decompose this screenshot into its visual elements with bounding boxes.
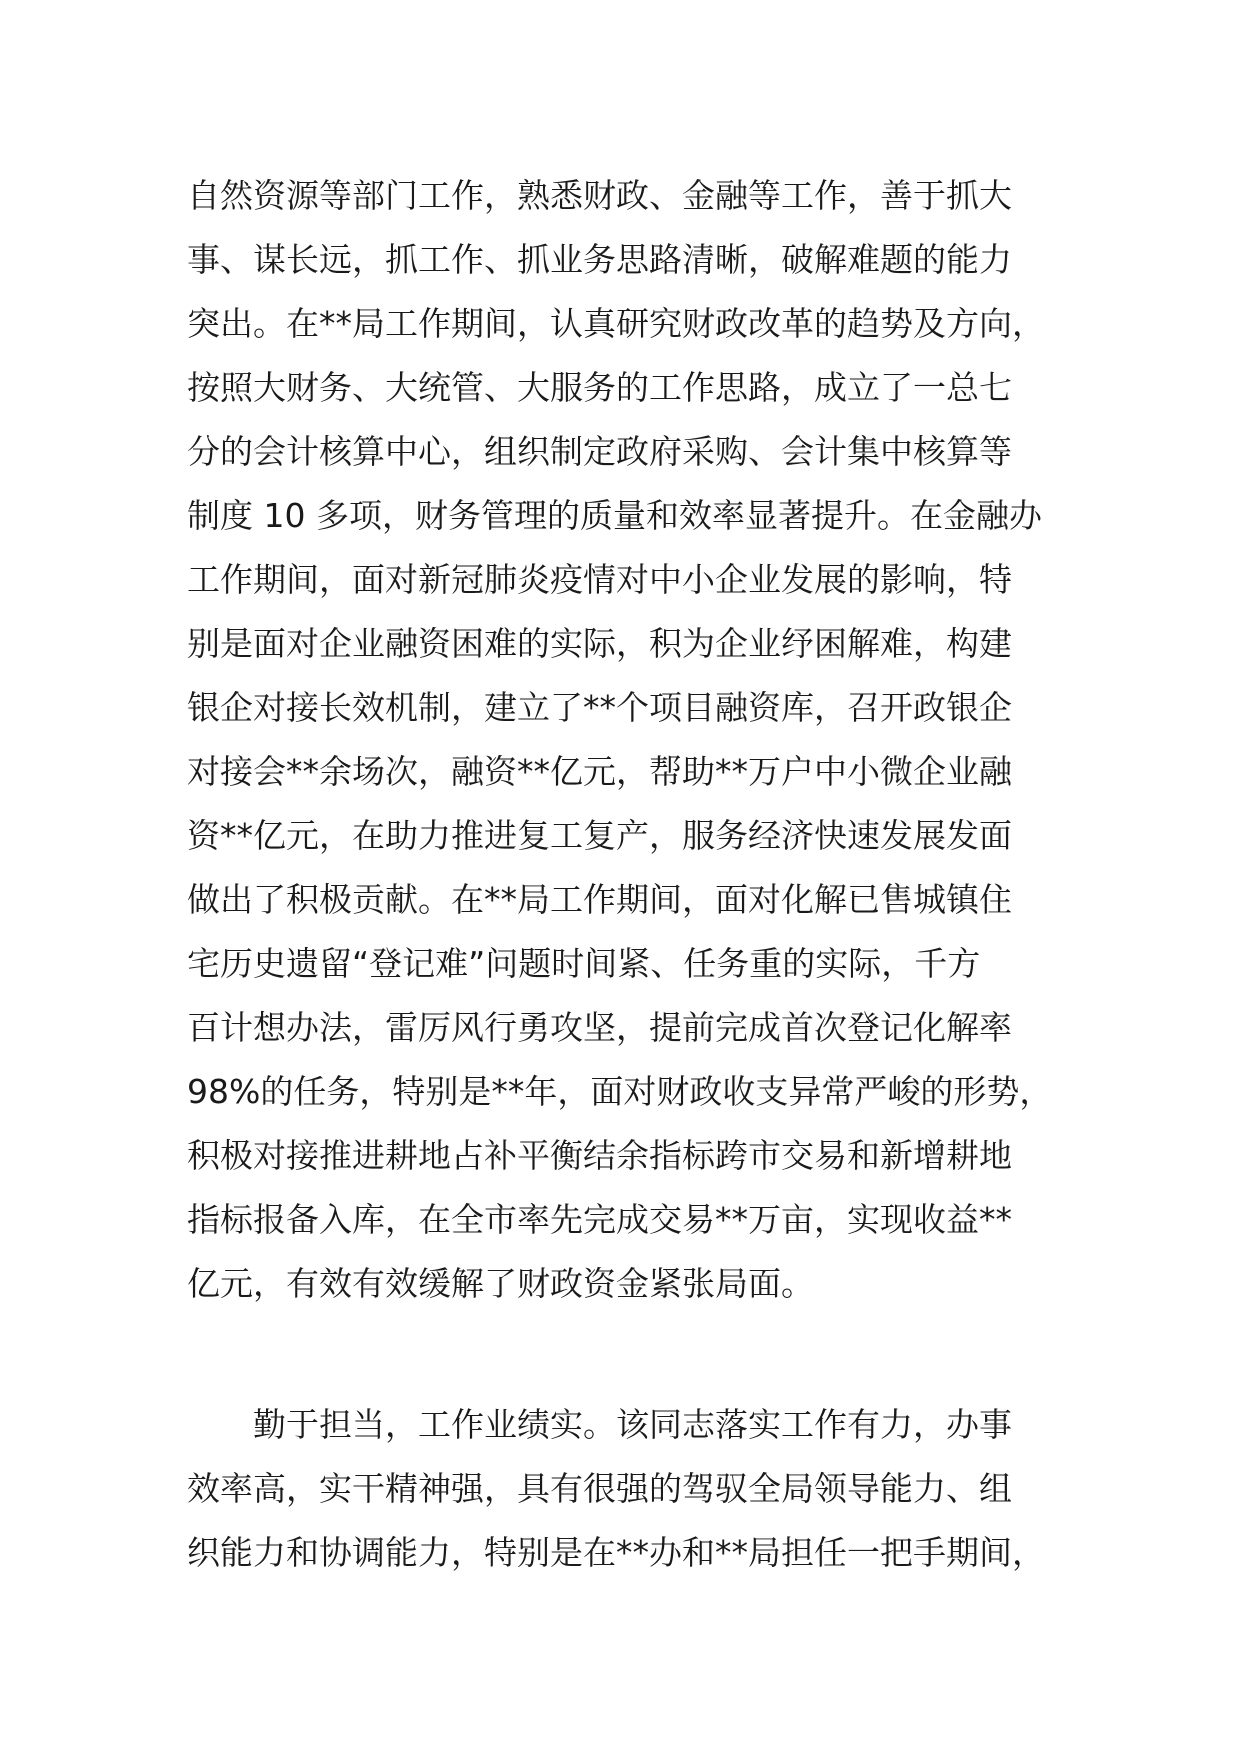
paragraph-line: 做出了积极贡献。在**局工作期间，面对化解已售城镇住 <box>187 880 1012 919</box>
paragraph-line: 自然资源等部门工作，熟悉财政、金融等工作，善于抓大 <box>187 176 1012 215</box>
paragraph-line: 别是面对企业融资困难的实际，积为企业纾困解难，构建 <box>187 624 1012 663</box>
paragraph-line: 亿元，有效有效缓解了财政资金紧张局面。 <box>187 1264 814 1303</box>
paragraph-line: 按照大财务、大统管、大服务的工作思路，成立了一总七 <box>187 368 1012 407</box>
paragraph-line: 对接会**余场次，融资**亿元，帮助**万户中小微企业融 <box>187 752 1012 791</box>
paragraph-line: 98%的任务，特别是**年，面对财政收支异常严峻的形势， <box>187 1072 1053 1111</box>
paragraph-2 <box>187 1393 1077 1585</box>
paragraph-line: 工作期间，面对新冠肺炎疫情对中小企业发展的影响，特 <box>187 560 1012 599</box>
paragraph-line: 织能力和协调能力，特别是在**办和**局担任一把手期间， <box>187 1533 1045 1572</box>
paragraph-line: 百计想办法，雷厉风行勇攻坚，提前完成首次登记化解率 <box>187 1008 1012 1047</box>
paragraph-line: 制度 10 多项，财务管理的质量和效率显著提升。在金融办 <box>187 496 1042 535</box>
paragraph-line: 积极对接推进耕地占补平衡结余指标跨市交易和新增耕地 <box>187 1136 1012 1175</box>
paragraph-line: 资**亿元，在助力推进复工复产，服务经济快速发展发面 <box>187 816 1012 855</box>
paragraph-line: 宅历史遗留“登记难”问题时间紧、任务重的实际，千方 <box>187 944 981 983</box>
paragraph-line: 事、谋长远，抓工作、抓业务思路清晰，破解难题的能力 <box>187 240 1012 279</box>
paragraph-line: 勤于担当，工作业绩实。该同志落实工作有力，办事 <box>253 1405 1012 1444</box>
paragraph-line: 银企对接长效机制，建立了**个项目融资库，召开政银企 <box>187 688 1012 727</box>
paragraph-line: 效率高，实干精神强，具有很强的驾驭全局领导能力、组 <box>187 1469 1012 1508</box>
paragraph-line: 分的会计核算中心，组织制定政府采购、会计集中核算等 <box>187 432 1012 471</box>
paragraph-line: 突出。在**局工作期间，认真研究财政改革的趋势及方向， <box>187 304 1045 343</box>
paragraph-line: 指标报备入库，在全市率先完成交易**万亩，实现收益** <box>187 1200 1012 1239</box>
paragraph-1 <box>187 164 1077 1316</box>
